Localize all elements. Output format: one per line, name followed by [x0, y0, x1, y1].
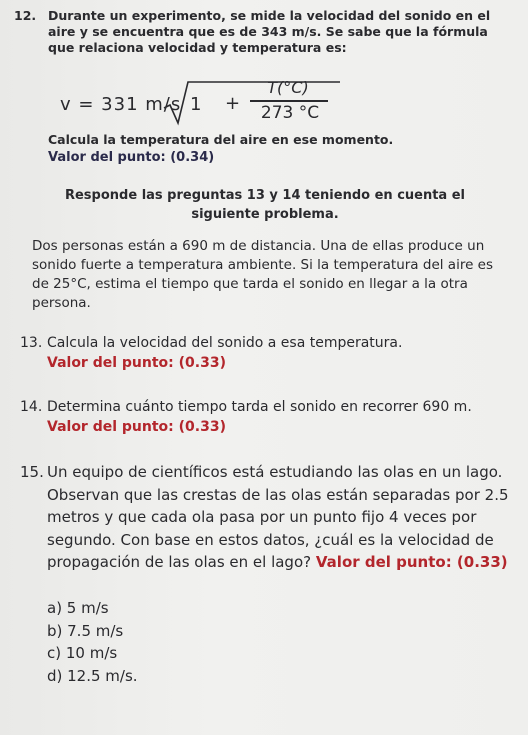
question-13-points: Valor del punto: (0.33) — [47, 355, 226, 371]
question-14-number: 14. — [20, 399, 43, 415]
section-instructions: Responde las preguntas 13 y 14 teniendo en cuenta el siguiente problema. — [64, 188, 466, 222]
question-12-text: Durante un experimento, se mide la velocidad del sonido en el aire y se encuentra que es de 343 m/s. Se sabe que la fórmula que relaciona velocidad y temperatura es: — [48, 8, 491, 55]
option-c[interactable]: c) 10 m/s — [47, 644, 118, 662]
formula-one: 1 — [190, 94, 202, 115]
formula-numerator: T(°C) — [267, 78, 309, 97]
question-13-number: 13. — [20, 335, 43, 351]
question-12-prompt: Calcula la temperatura del aire en ese momento. — [48, 132, 394, 147]
formula-denominator: 273 °C — [260, 103, 320, 123]
question-13-text: Calcula la velocidad del sonido a esa temperatura. — [47, 335, 403, 351]
option-b[interactable]: b) 7.5 m/s — [47, 621, 124, 640]
question-13 — [20, 333, 510, 373]
problem-statement: Dos personas están a 690 m de distancia. Una de ellas produce un sonido fuerte a temperatura ambiente. Si la temperatura del aire es de 25°C, estima el tiempo que tarda el sonido en llegar a la otra persona. — [32, 238, 494, 311]
question-15-options — [47, 597, 138, 687]
question-15 — [20, 461, 510, 574]
question-15-points: Valor del punto: (0.33) — [315, 553, 508, 571]
formula-plus: + — [225, 93, 241, 114]
question-12-number: 12. — [14, 8, 37, 23]
question-12 — [14, 8, 514, 56]
question-14-text: Determina cuánto tiempo tarda el sonido en recorrer 690 m. — [47, 399, 472, 415]
option-d[interactable]: d) 12.5 m/s. — [47, 666, 138, 685]
question-14 — [20, 397, 510, 437]
question-14-points: Valor del punto: (0.33) — [47, 419, 226, 435]
question-15-text: Un equipo de científicos está estudiando las olas en un lago. Observan que las crestas de las olas están separadas por 2.5 metros y que cada ola pasa por un punto fijo 4 veces por segundo. Con base en estos datos, ¿cuál es la velocidad de propagación de las olas en el lago? — [47, 463, 509, 571]
formula-lhs: v = 331 m/s — [60, 94, 182, 115]
question-15-number: 15. — [20, 463, 44, 481]
speed-temperature-formula — [60, 78, 350, 128]
fraction-bar — [250, 100, 328, 102]
question-12-points: Valor del punto: (0.34) — [48, 150, 215, 165]
option-a[interactable]: a) 5 m/s — [47, 599, 109, 617]
